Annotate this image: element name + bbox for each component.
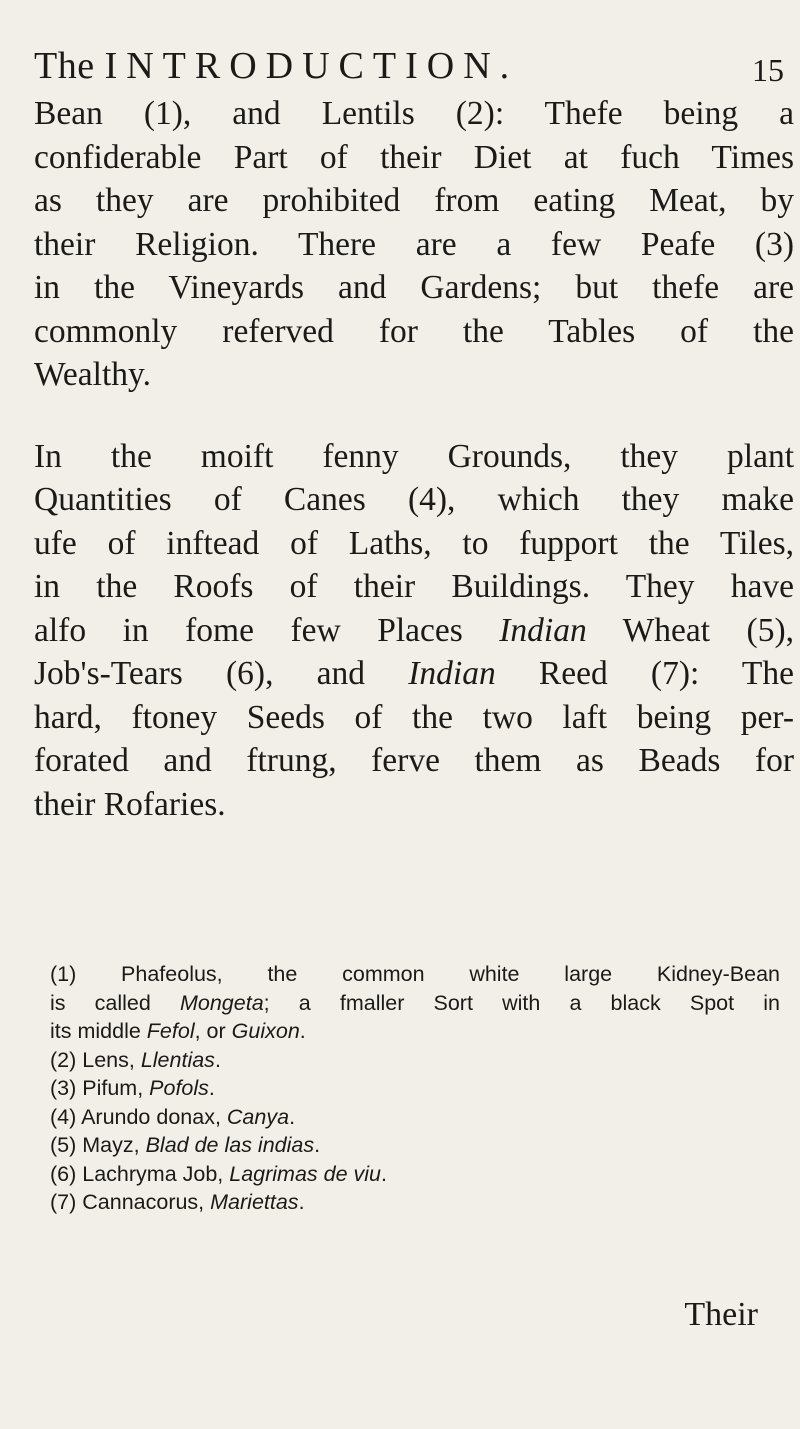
text-line: ufe of inftead of Laths, to fupport the Tiles, [34, 524, 794, 562]
text-line: in the Roofs of their Buildings. They have [34, 568, 794, 605]
text-line: as they are prohibited from eating Meat, by [34, 182, 794, 219]
text-line: Bean (1), and Lentils (2): Thefe being a [34, 95, 794, 132]
footnote-line: (2) Lens, Llentias. [50, 1047, 221, 1072]
footnote-line: (5) Mayz, Blad de las indias. [50, 1133, 321, 1157]
catchword: Their [684, 1296, 758, 1333]
footnote-line: (4) Arundo donax, Canya. [50, 1104, 296, 1129]
text-line: in the Vineyards and Gardens; but thefe are [34, 269, 794, 306]
text-line: Quantities of Canes (4), which they make [34, 481, 794, 518]
footnote-line: is called Mongeta; a fmaller Sort with a black Spot in [50, 990, 780, 1015]
text-line: commonly referved for the Tables of the [34, 312, 794, 350]
text-line: Wealthy. [34, 356, 151, 393]
text-line: alfo in fome few Places Indian Wheat (5), [34, 611, 794, 649]
footnote-line: (7) Cannacorus, Mariettas. [50, 1190, 305, 1214]
text-line: In the moift fenny Grounds, they plant [34, 437, 794, 475]
text-line: their Religion. There are a few Peafe (3) [34, 225, 794, 263]
text-line: confiderable Part of their Diet at fuch Times [34, 138, 794, 176]
running-head-title [34, 44, 518, 88]
main-text [34, 92, 794, 826]
footnote-line: (1) Phafeolus, the common white large Kidney-Bean [50, 962, 780, 986]
running-head-caps: INTRODUCTION. [104, 45, 519, 87]
text-line: their Rofaries. [34, 785, 226, 823]
footnote-line: its middle Fefol, or Guixon. [50, 1019, 306, 1043]
text-line: forated and ftrung, ferve them as Beads for [34, 742, 794, 779]
footnote-line: (6) Lachryma Job, Lagrimas de viu. [50, 1161, 387, 1186]
page-number: 15 [752, 52, 784, 88]
footnote-line: (3) Pifum, Pofols. [50, 1076, 215, 1100]
paragraph-gap [34, 397, 794, 435]
running-header [34, 44, 784, 94]
running-head-prefix: The [34, 45, 95, 87]
text-line: Job's-Tears (6), and Indian Reed (7): The [34, 655, 794, 692]
footnotes [50, 960, 780, 1217]
text-line: hard, ftoney Seeds of the two laft being per- [34, 698, 794, 736]
